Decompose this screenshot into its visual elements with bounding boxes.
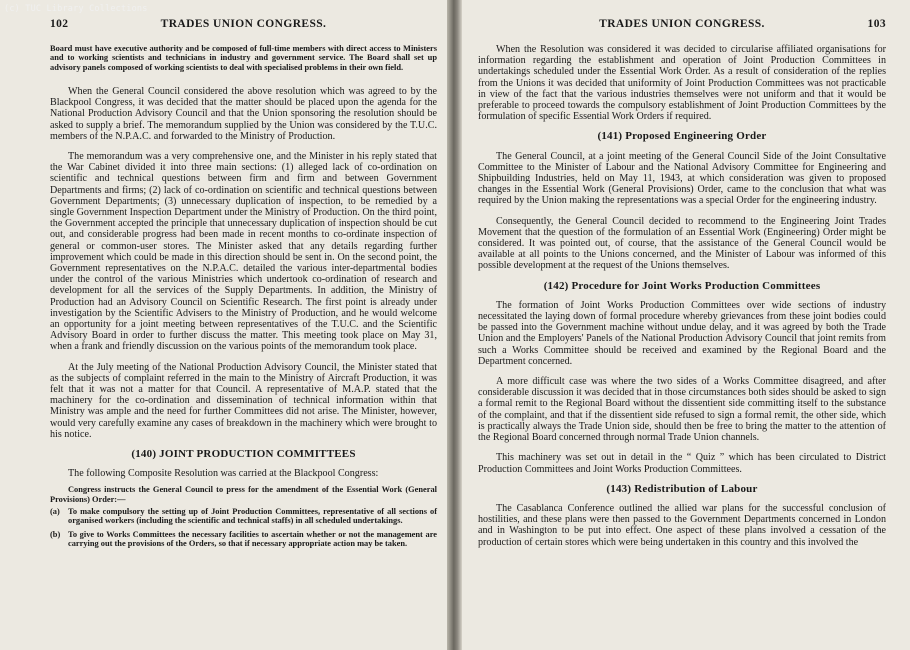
- left-running-title: TRADES UNION CONGRESS.: [160, 18, 327, 30]
- resolution-item-text: To give to Works Committees the necessary facilities to ascertain whether or not the management are carrying out the provisions of the Orders, so that if necessary appropriate action may be taken.: [68, 529, 437, 548]
- paragraph: At the July meeting of the National Production Advisory Council, the Minister stated that as the subjects of complaint referred in the main to the Ministry of Aircraft Production, it was felt that it was not a matter for that Council. A representative of M.A.P. stated that the machinery for the co-ordination and dissemination of technical information within that Ministry was ample and the need for further Committees did not arise. The Minister, however, would very carefully examine any cases of breakdown in the machinery which were brought to his notice.: [50, 361, 437, 440]
- section-intro: The following Composite Resolution was carried at the Blackpool Congress:: [68, 468, 379, 480]
- paragraph: The memorandum was a very comprehensive one, and the Minister in his reply stated that the War Cabinet divided it into three main sections: (1) alleged lack of co-ordination on scientific and technical questions between firm and firm and between Government Departments and firms; (2) lack of co-ordination on scientific and technical questions between Government Departments; (3) unnecessary duplication of inspection, to be remedied by a single Government Inspection Department under the Ministry of Production. On the third point, the Government accepted the principle that unnecessary duplication of inspection should be cut out, and considerable progress had been made in recent months to co-ordinate inspection of general or common-user stores. The Minister asked that any details regarding further improvement which could be made in this direction should be sent in. On the second point, the Government representatives on the N.P.A.C. detailed the various inter-departmental bodies under the control of the various Ministries which undertook co-ordination of research and development for all the services of the Supply Departments. In addition, the Ministry of Production had an Advisory Council on Scientific Research. The first point is already under investigation by the Scientific Advisers to the Ministry of Production, and he would welcome an opportunity for a joint meeting between representatives of the T.U.C. and the Scientific Advisory Board in order to further discuss the matter. This meeting took place on May 31, when a frank and friendly discussion on the various points of the memorandum took place.: [50, 150, 437, 353]
- paragraph: When the Resolution was considered it was decided to circularise affiliated organisations for information regarding the establishment and operation of Joint Production Committees in undertakings scheduled under the Essential Work Order. As a result of consideration of the replies from the Unions it was decided that uniformity of Joint Production Committees was not practicable in view of the fact that the various industries themselves were not uniform and that it would be preferable to proceed towards the compulsory establishment of Joint Production Committees by the formulation of specific Essential Work Orders if required.: [478, 44, 886, 123]
- watermark: (c) TUC Library Collections: [4, 4, 148, 14]
- right-running-head: [478, 18, 886, 34]
- right-running-title: TRADES UNION CONGRESS.: [599, 18, 765, 30]
- left-page-number: 102: [50, 18, 69, 30]
- paragraph: The Casablanca Conference outlined the allied war plans for the successful conclusion of hostilities, and these plans were then passed to the Government Departments concerned in London and in Washington to be put into effect. One aspect of these plans involved a cessation of the production of certain stores which were being undertaken in this country and this involved the: [478, 502, 886, 548]
- resolution-item: [50, 530, 437, 549]
- paragraph: Consequently, the General Council decided to recommend to the Engineering Joint Trades Movement that the question of the formulation of an Essential Work (Engineering) Order might be considered. It was pointed out, of course, that the assistance of the General Council would be available at all points to the Unions concerned, and the Minister of Labour was informed of this possible development at the request of the Unions themselves.: [478, 215, 886, 272]
- left-running-head: [50, 18, 437, 34]
- paragraph: A more difficult case was where the two sides of a Works Committee disagreed, and after considerable discussion it was decided that in those circumstances both sides should be asked to sign a formal remit to the Regional Board without the dissentient side committing itself to the substance of the complaint, and that if the dissentient side refused to sign a formal remit, the other side, which is practically always the Trade Union side, should then be free to bring the matter to the attention of the Regional Board concerned through normal Trade Union channels.: [478, 376, 886, 444]
- section-heading-142: (142) Procedure for Joint Works Production Committees: [543, 279, 821, 292]
- section-heading-143: (143) Redistribution of Labour: [606, 482, 758, 495]
- opening-block: Board must have executive authority and be composed of full-time members with direct access to Ministers and to working scientists and technicians in industry and government service. The Board shall set up advisory panels composed of working scientists to deal with specialised problems in their own field.: [50, 44, 437, 72]
- resolution-item-text: To make compulsory the setting up of Joint Production Committees, representative of all sections of organised workers (including the scientific and technical staffs) in all scheduled undertakings.: [68, 506, 437, 526]
- section-heading-141: (141) Proposed Engineering Order: [597, 130, 767, 143]
- paragraph: When the General Council considered the above resolution which was agreed to by the Blackpool Congress, it was decided that the matter should be placed upon the agenda for the National Production Advisory Council and that the Union sponsoring the resolution should be asked to supply a brief. The memorandum supplied by the Union was considered by the T.U.C. members of the N.P.A.C. and forwarded to the Ministry of Production.: [50, 85, 437, 142]
- right-page-number: 103: [867, 18, 886, 30]
- right-page-content: [478, 44, 886, 548]
- resolution-item: [50, 507, 437, 526]
- paragraph: The formation of Joint Works Production Committees over wide sections of industry necessitated the laying down of formal procedure whereby grievances from these joint bodies could be passed into the Government machine without undue delay, and it was agreed by both the Trade Union and the Employers' Panels of the National Production Advisory Council that joint remits from such a Works Committee should be received and examined by the Regional Board and the Department concerned.: [478, 299, 886, 367]
- resolution-intro: Congress instructs the General Council to press for the amendment of the Essential Work (General Provisions) Order:—: [50, 485, 437, 504]
- left-page: [0, 0, 447, 650]
- paragraph: The General Council, at a joint meeting of the General Council Side of the Joint Consultative Committee to the Minister of Labour and the National Advisory Committee for Engineering and Shipbuilding Industries, held on May 11, 1943, at which consideration was given to proposed changes in the Essential Work (General Provisions) Order, came to the conclusion that what was required by the Union making the representations was a special Order for the engineering industry.: [478, 150, 886, 207]
- section-heading-140: (140) JOINT PRODUCTION COMMITTEES: [131, 447, 356, 460]
- resolution-item-label: (b): [50, 529, 61, 539]
- book-spine: [447, 0, 462, 650]
- left-page-content: [50, 44, 437, 548]
- paragraph: This machinery was set out in detail in the “ Quiz ” which has been circulated to District Production Committees and Joint Works Production Committees.: [478, 452, 886, 475]
- right-page: [462, 0, 910, 650]
- resolution-item-label: (a): [50, 506, 60, 516]
